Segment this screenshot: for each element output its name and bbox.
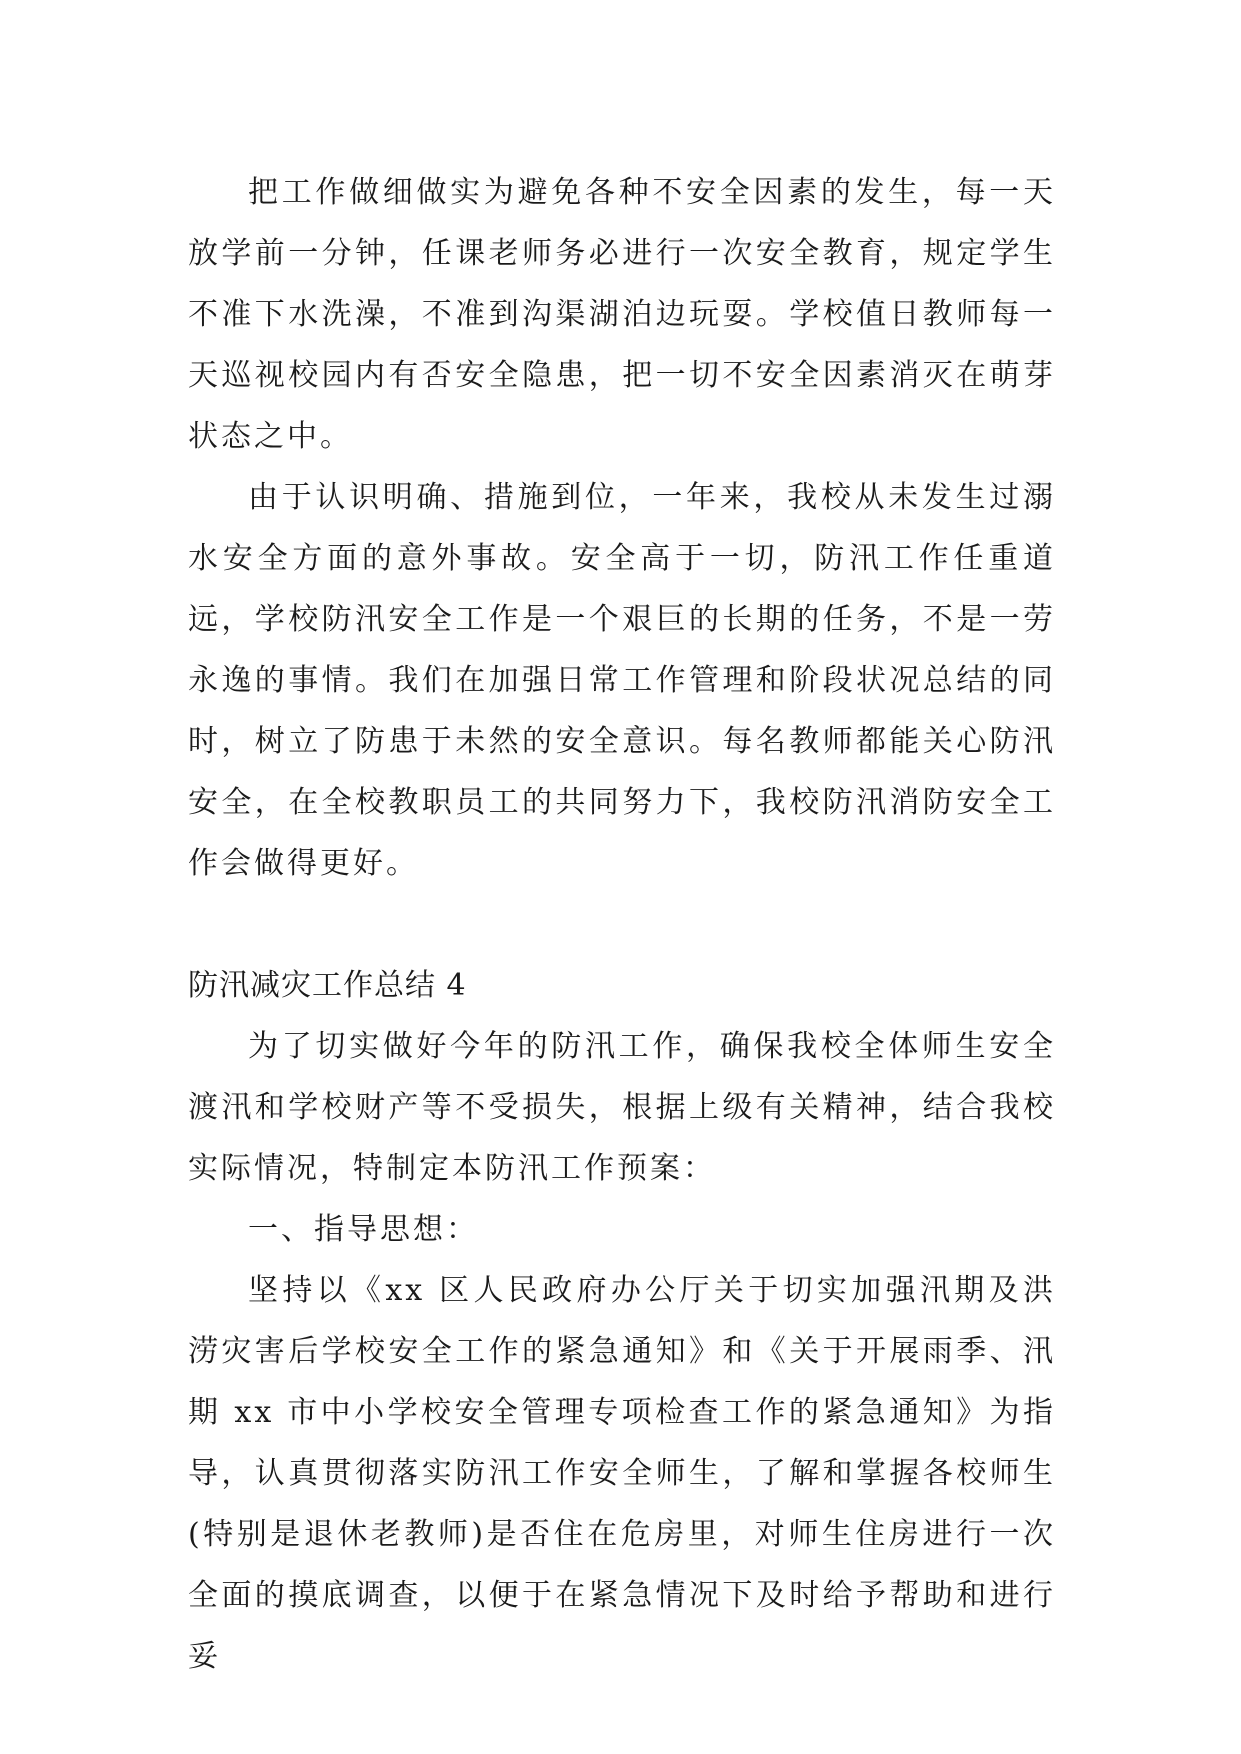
paragraph: 为了切实做好今年的防汛工作，确保我校全体师生安全渡汛和学校财产等不受损失，根据上级有关精神，结合我校实际情况，特制定本防汛工作预案： — [188, 1029, 1056, 1186]
paragraph: 把工作做细做实为避免各种不安全因素的发生，每一天放学前一分钟，任课老师务必进行一次安全教育，规定学生不准下水洗澡，不准到沟渠湖泊边玩耍。学校值日教师每一天巡视校园内有否安全隐患，把一切不安全因素消灭在萌芽状态之中。 — [188, 175, 1056, 454]
paragraph: 由于认识明确、措施到位，一年来，我校从未发生过溺水安全方面的意外事故。安全高于一切，防汛工作任重道远，学校防汛安全工作是一个艰巨的长期的任务，不是一劳永逸的事情。我们在加强日常工作管理和阶段状况总结的同时，树立了防患于未然的安全意识。每名教师都能关心防汛安全，在全校教职员工的共同努力下，我校防汛消防安全工作会做得更好。 — [188, 480, 1056, 881]
section-gap — [188, 894, 1056, 955]
paragraph: 坚持以《xx 区人民政府办公厅关于切实加强汛期及洪涝灾害后学校安全工作的紧急通知》和《关于开展雨季、汛期 xx 市中小学校安全管理专项检查工作的紧急通知》为指导，认真贯彻落实防汛工作安全师生，了解和掌握各校师生(特别是退休老教师)是否住在危房里，对师生住房进行一次全面的摸底调查，以便于在紧急情况下及时给予帮助和进行妥 — [188, 1273, 1056, 1674]
document-body — [188, 162, 1056, 1687]
paragraph: 一、指导思想： — [248, 1212, 479, 1247]
section-heading: 防汛减灾工作总结 4 — [188, 968, 467, 1003]
